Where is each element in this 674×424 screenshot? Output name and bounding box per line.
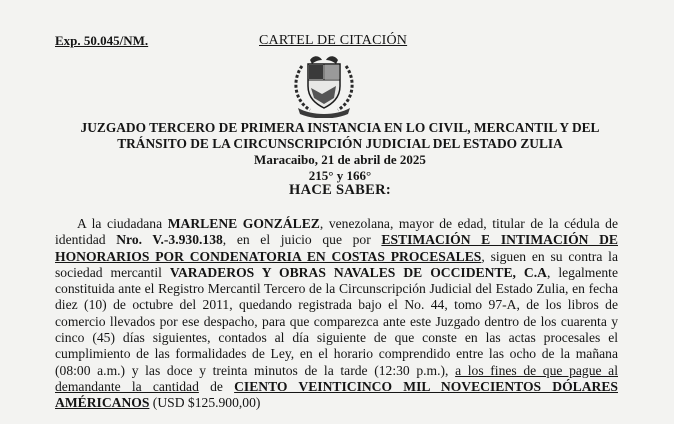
- year-references: 215° y 166°: [308, 168, 372, 183]
- id-number: Nro. V.-3.930.138: [116, 232, 223, 248]
- body-text: , siguen en su contra la sociedad mercantil: [55, 248, 618, 280]
- body-text: , venezolana, mayor de edad, titular de la cédula de identidad: [55, 216, 619, 248]
- claim-type: ESTIMACIÓN E INTIMACIÓN DE HONORARIOS POR CONDENATORIA EN COSTAS PROCESALES: [55, 232, 618, 264]
- amount-figure: (USD $125.900,00): [149, 395, 261, 411]
- plaintiff-company: VARADEROS Y OBRAS NAVALES DE OCCIDENTE, C.A: [169, 264, 547, 280]
- hace-saber-heading: HACE SABER:: [289, 182, 391, 198]
- court-line-2: TRÁNSITO DE LA CIRCUNSCRIPCIÓN JUDICIAL DEL ESTADO ZULIA: [117, 136, 563, 151]
- citation-body: [55, 216, 618, 412]
- body-text: A la ciudadana: [77, 216, 168, 231]
- body-text: , legalmente constituida ante el Registro Mercantil Tercero de la Circunscripción Judicial del Estado Zulia, en fecha diez (10) de octubre del 2011, quedando registrada bajo el No. 44, tomo 97-A, de los libros de comercio llevados por ese despacho, para que comparezca ante este Juzgado dentro de los cuarenta y cinco (45) días siguientes, contados al día siguiente de que conste en las actas procesales el cumplimiento de las formalidades de Ley, en el horario comprendido entre las ocho de la mañana (08:00 a.m.) y las doce y treinta minutos de la tarde (12:30 p.m.),: [55, 264, 618, 378]
- place-date: Maracaibo, 21 de abril de 2025: [254, 152, 426, 167]
- coat-of-arms-icon: [288, 52, 360, 118]
- court-name: [55, 120, 625, 152]
- payment-clause: a los fines de que pague al demandante la cantidad: [55, 362, 618, 394]
- amount-words: CIENTO VEINTICINCO MIL NOVECIENTOS DÓLARES AMÉRICANOS: [55, 378, 618, 411]
- body-text: de: [198, 378, 235, 394]
- body-text: , en el juicio que por: [222, 232, 382, 248]
- body-paragraph: [55, 216, 618, 412]
- document-title: CARTEL DE CITACIÓN: [259, 33, 408, 48]
- court-line-1: JUZGADO TERCERO DE PRIMERA INSTANCIA EN LO CIVIL, MERCANTIL Y DEL: [80, 120, 600, 135]
- case-number: Exp. 50.045/NM.: [55, 33, 149, 48]
- defendant-name: MARLENE GONZÁLEZ: [167, 216, 320, 231]
